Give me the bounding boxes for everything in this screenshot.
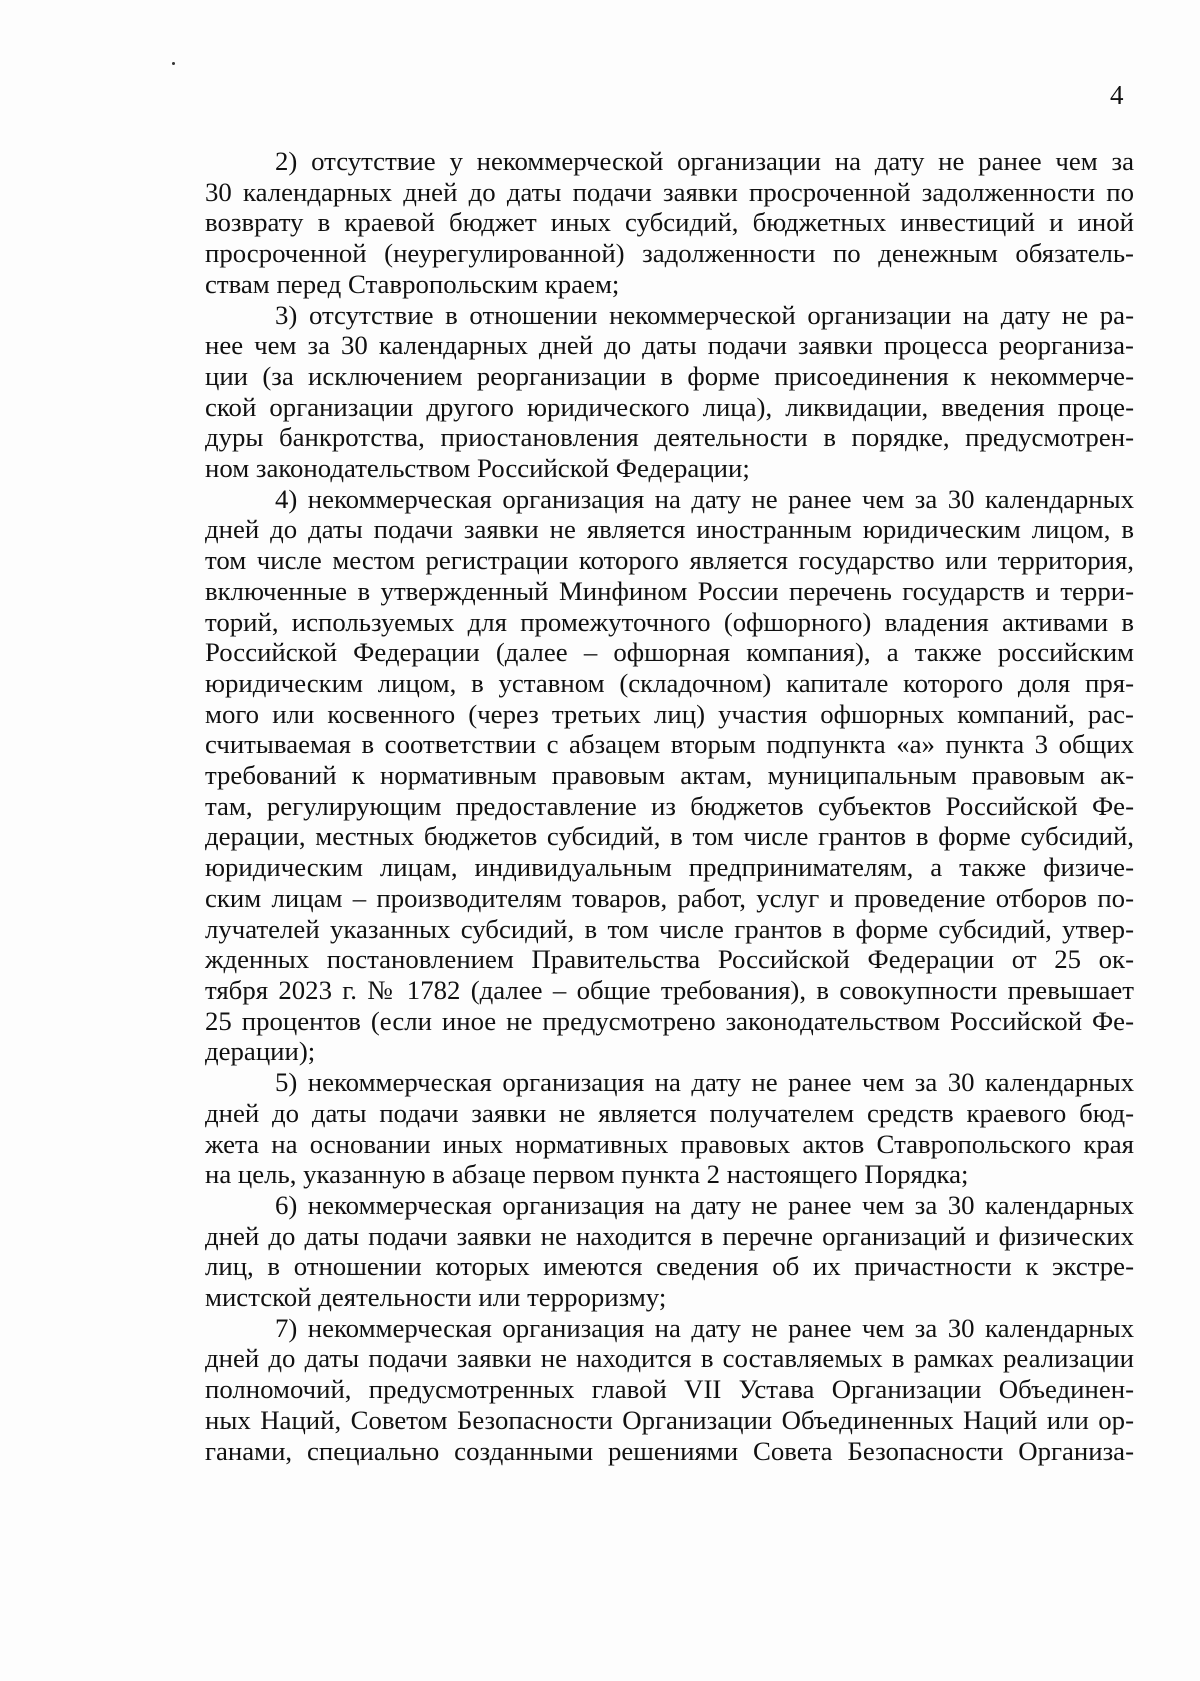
paragraph	[205, 300, 1134, 484]
text-line: включенные в утвержденный Минфином России перечень государств и терри-	[205, 575, 1134, 606]
text-line: на цель, указанную в абзаце первом пункта 2 настоящего Порядка;	[205, 1159, 969, 1190]
text-line: 4) некоммерческая организация на дату не ранее чем за 30 календарных	[275, 483, 1134, 514]
text-line: торий, используемых для промежуточного (офшорного) владения активами в	[205, 606, 1134, 637]
text-line: 30 календарных дней до даты подачи заявки просроченной задолженности по	[205, 176, 1134, 207]
text-line: мистской деятельности или терроризму;	[205, 1282, 667, 1313]
text-line: считываемая в соответствии с абзацем вторым подпункта «а» пункта 3 общих	[205, 729, 1134, 760]
text-line: там, регулирующим предоставление из бюджетов субъектов Российской Фе-	[205, 790, 1134, 821]
text-line: требований к нормативным правовым актам, муниципальным правовым ак-	[205, 760, 1134, 791]
paragraph	[205, 1190, 1134, 1313]
text-line: ном законодательством Российской Федерации;	[205, 453, 750, 484]
page-number: 4	[1110, 80, 1124, 110]
text-line: дней до даты подачи заявки не является получателем средств краевого бюд-	[205, 1097, 1134, 1128]
text-line: 3) отсутствие в отношении некоммерческой организации на дату не ра-	[275, 299, 1134, 330]
text-line: том числе местом регистрации которого является государство или территория,	[205, 545, 1134, 576]
text-line: юридическим лицам, индивидуальным предпринимателям, а также физиче-	[205, 852, 1134, 883]
text-line: дерации);	[205, 1036, 316, 1067]
text-line: ных Наций, Советом Безопасности Организации Объединенных Наций или ор-	[205, 1404, 1134, 1435]
text-line: нее чем за 30 календарных дней до даты подачи заявки процесса реорганиза-	[205, 330, 1134, 361]
text-line: просроченной (неурегулированной) задолженности по денежным обязатель-	[205, 238, 1134, 269]
text-line: лучателей указанных субсидий, в том числе грантов в форме субсидий, утвер-	[205, 913, 1134, 944]
paragraph	[205, 1313, 1134, 1467]
text-line: ганами, специально созданными решениями Совета Безопасности Организа-	[205, 1435, 1134, 1466]
text-line: 7) некоммерческая организация на дату не ранее чем за 30 календарных	[275, 1312, 1134, 1343]
text-line: Российской Федерации (далее – офшорная компания), а также российским	[205, 637, 1134, 668]
paragraph	[205, 484, 1134, 1067]
text-line: ской организации другого юридического лица), ликвидации, введения проце-	[205, 391, 1134, 422]
text-line: дней до даты подачи заявки не является иностранным юридическим лицом, в	[205, 514, 1134, 545]
text-line: дней до даты подачи заявки не находится в перечне организаций и физических	[205, 1220, 1134, 1251]
scan-speck	[172, 62, 175, 65]
text-line: жденных постановлением Правительства Российской Федерации от 25 ок-	[205, 944, 1134, 975]
text-line: тября 2023 г. № 1782 (далее – общие требования), в совокупности превышает	[205, 974, 1134, 1005]
text-line: дуры банкротства, приостановления деятельности в порядке, предусмотрен-	[205, 422, 1134, 453]
text-line: 2) отсутствие у некоммерческой организации на дату не ранее чем за	[275, 146, 1134, 176]
text-line: ствам перед Ставропольским краем;	[205, 268, 620, 299]
paragraph	[205, 1067, 1134, 1190]
text-line: 5) некоммерческая организация на дату не ранее чем за 30 календарных	[275, 1067, 1134, 1098]
text-line: ции (за исключением реорганизации в форме присоединения к некоммерче-	[205, 360, 1134, 391]
text-line: 6) некоммерческая организация на дату не ранее чем за 30 календарных	[275, 1189, 1134, 1220]
text-line: 25 процентов (если иное не предусмотрено законодательством Российской Фе-	[205, 1005, 1134, 1036]
text-line: лиц, в отношении которых имеются сведения об их причастности к экстре-	[205, 1251, 1134, 1282]
text-line: полномочий, предусмотренных главой VII Устава Организации Объединен-	[205, 1374, 1134, 1405]
paragraph	[205, 146, 1134, 300]
text-line: дерации, местных бюджетов субсидий, в том числе грантов в форме субсидий,	[205, 821, 1134, 852]
text-line: ским лицам – производителям товаров, работ, услуг и проведение отборов по-	[205, 882, 1134, 913]
text-line: дней до даты подачи заявки не находится в составляемых в рамках реализации	[205, 1343, 1134, 1374]
text-line: возврату в краевой бюджет иных субсидий, бюджетных инвестиций и иной	[205, 207, 1134, 238]
text-line: мого или косвенного (через третьих лиц) участия офшорных компаний, рас-	[205, 698, 1134, 729]
text-line: жета на основании иных нормативных правовых актов Ставропольского края	[205, 1128, 1134, 1159]
text-line: юридическим лицом, в уставном (складочном) капитале которого доля пря-	[205, 667, 1134, 698]
document-body	[205, 146, 1134, 1466]
